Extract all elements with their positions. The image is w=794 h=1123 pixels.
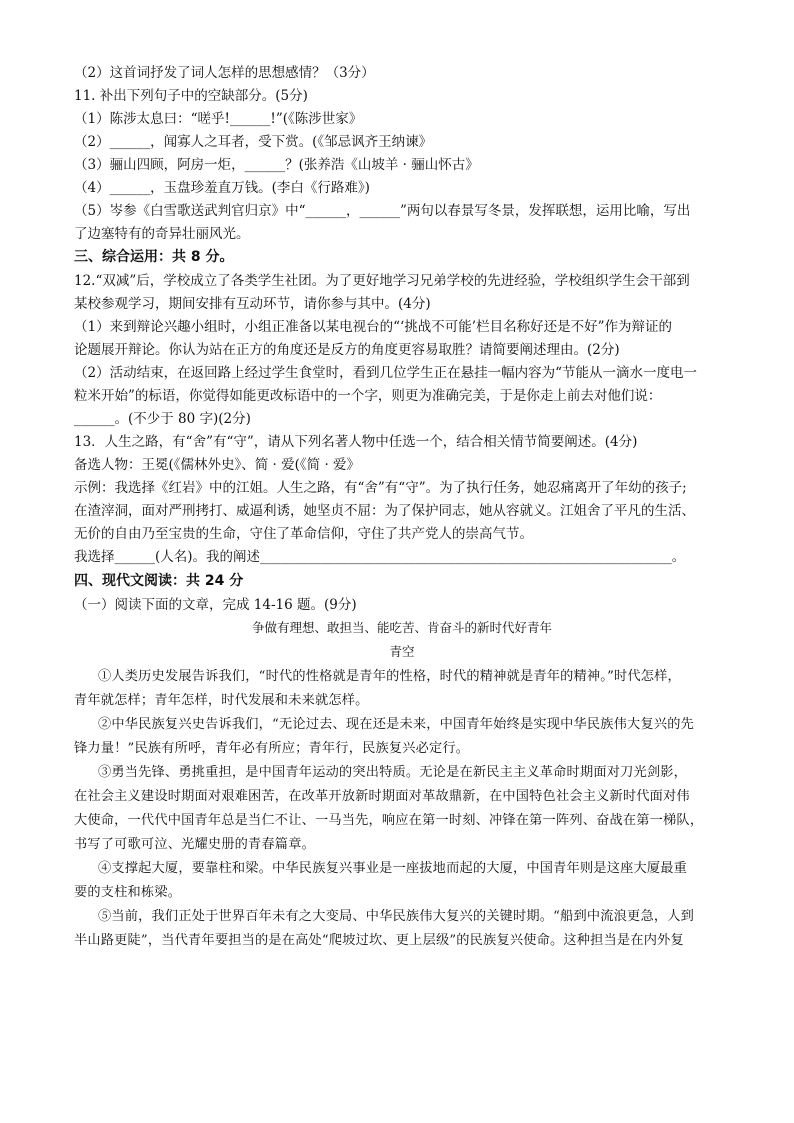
q12-line-7: ______。(不少于 80 字)(2分) [74, 411, 251, 427]
q11-item-5-cont: 了边塞特有的奇异壮丽风光。 [74, 226, 250, 242]
q11-item-4: （4）______，玉盘珍羞直万钱。(李白《行路难》) [74, 180, 370, 196]
q11-item-3: （3）骊山四顾，阿房一炬，______？(张养浩《山坡羊 · 骊山怀古》 [74, 157, 479, 173]
q13-line-5: 无价的自由乃至宝贵的生命，守住了革命信仰，守住了共产党人的崇高气节。 [74, 526, 533, 542]
q13-line-3: 示例：我选择《红岩》中的江姐。人生之路，有“舍”有“守”。为了执行任务，她忍痛离开了年幼的孩子; [74, 480, 687, 496]
q11-stem: 11. 补出下列句子中的空缺部分。(5分) [74, 88, 308, 104]
q10-2-line: （2）这首词抒发了词人怎样的思想感情？（3分） [74, 65, 375, 81]
article-author: 青空 [389, 644, 415, 659]
article-line-8: 书写了可歌可泣、光耀史册的青春篇章。 [74, 837, 315, 852]
q13-line-4: 在渣滓洞，面对严刑拷打、威逼利诱，她坚贞不屈：为了保护同志，她从容就义。江姐舍了平凡的生活、 [74, 503, 695, 519]
article-title: 争做有理想、敢担当、能吃苦、肯奋斗的新时代好青年 [251, 620, 552, 635]
article-line-9: ④支撑起大厦，要靠柱和梁。中华民族复兴事业是一座拔地而起的大厦，中国青年则是这座大厦最重 [98, 861, 688, 876]
article-line-4: 锋力量！”民族有所呼，青年必有所应；青年行，民族复兴必定行。 [74, 741, 470, 756]
q12-line-1: 12.“双减”后，学校成立了各类学生社团。为了更好地学习兄弟学校的先进经验，学校组织学生会干部到 [74, 273, 690, 289]
q13-line-1: 13．人生之路，有“舍”有“守”，请从下列名著人物中任选一个，结合相关情节简要阐述。(4分) [74, 434, 638, 450]
article-line-1: ①人类历史发展告诉我们，“时代的性格就是青年的性格，时代的精神就是青年的精神。”时代怎样， [98, 669, 681, 684]
q12-line-6: 粒米开始”的标语，你觉得如能更改标语中的一个字，则更为准确完美，于是你走上前去对他们说： [74, 388, 662, 404]
q12-line-3: （1）来到辩论兴趣小组时，小组正准备以某电视台的“‘挑战不可能’栏目名称好还是不好”作为辩证的 [74, 319, 672, 335]
section-4-sub-1: （一）阅读下面的文章，完成 14-16 题。(9分) [74, 597, 357, 613]
article-line-6: 在社会主义建设时期面对艰难困苦，在改革开放新时期面对革故鼎新，在中国特色社会主义新时代面对伟 [74, 789, 690, 804]
article-line-7: 大使命，一代代中国青年总是当仁不让、一马当先，响应在第一时刻、冲锋在第一阵列、奋战在第一梯队， [74, 813, 704, 828]
article-line-10: 要的支柱和栋梁。 [74, 885, 182, 900]
article-line-12: 半山路更陡”，当代青年要担当的是在高处“爬坡过坎、更上层级”的民族复兴使命。这种担当是在内外复 [74, 933, 684, 948]
q12-line-2: 某校参观学习，期间安排有互动环节，请你参与其中。(4分) [74, 296, 431, 312]
q11-item-2: （2）______，闻寡人之耳者，受下赏。(《邹忌讽齐王纳谏》 [74, 134, 433, 150]
q12-line-5: （2）活动结束，在返回路上经过学生食堂时，看到几位学生正在悬挂一幅内容为“节能从一滴水一度电一 [74, 365, 697, 381]
q11-item-1: （1）陈涉太息曰：“嗟乎!______!”(《陈涉世家》 [74, 111, 363, 127]
section-4-title: 四、现代文阅读：共 24 分 [74, 573, 244, 589]
article-line-11: ⑤当前，我们正处于世界百年未有之大变局、中华民族伟大复兴的关键时期。“船到中流浪更急，人到 [98, 909, 694, 924]
q12-line-4: 论题展开辩论。你认为站在正方的角度还是反方的角度更容易取胜？请简要阐述理由。(2分) [74, 342, 620, 358]
section-3-title: 三、综合运用：共 8 分。 [74, 249, 234, 265]
article-line-3: ②中华民族复兴史告诉我们，“无论过去、现在还是未来，中国青年始终是实现中华民族伟大复兴的先 [98, 717, 694, 732]
article-line-2: 青年就怎样；青年怎样，时代发展和未来就怎样。 [74, 693, 369, 708]
q13-line-6: 我选择______(人名)。我的阐述_____________________________________________________________。 [74, 549, 686, 565]
q13-line-2: 备选人物：王冕(《儒林外史》、简 · 爱(《简 · 爱》 [74, 457, 361, 473]
q11-item-5: （5）岑参《白雪歌送武判官归京》中“______，______”两句以春景写冬景，发挥联想，运用比喻，写出 [74, 203, 691, 219]
article-line-5: ③勇当先锋、勇挑重担，是中国青年运动的突出特质。无论是在新民主主义革命时期面对刀光剑影， [98, 765, 688, 780]
